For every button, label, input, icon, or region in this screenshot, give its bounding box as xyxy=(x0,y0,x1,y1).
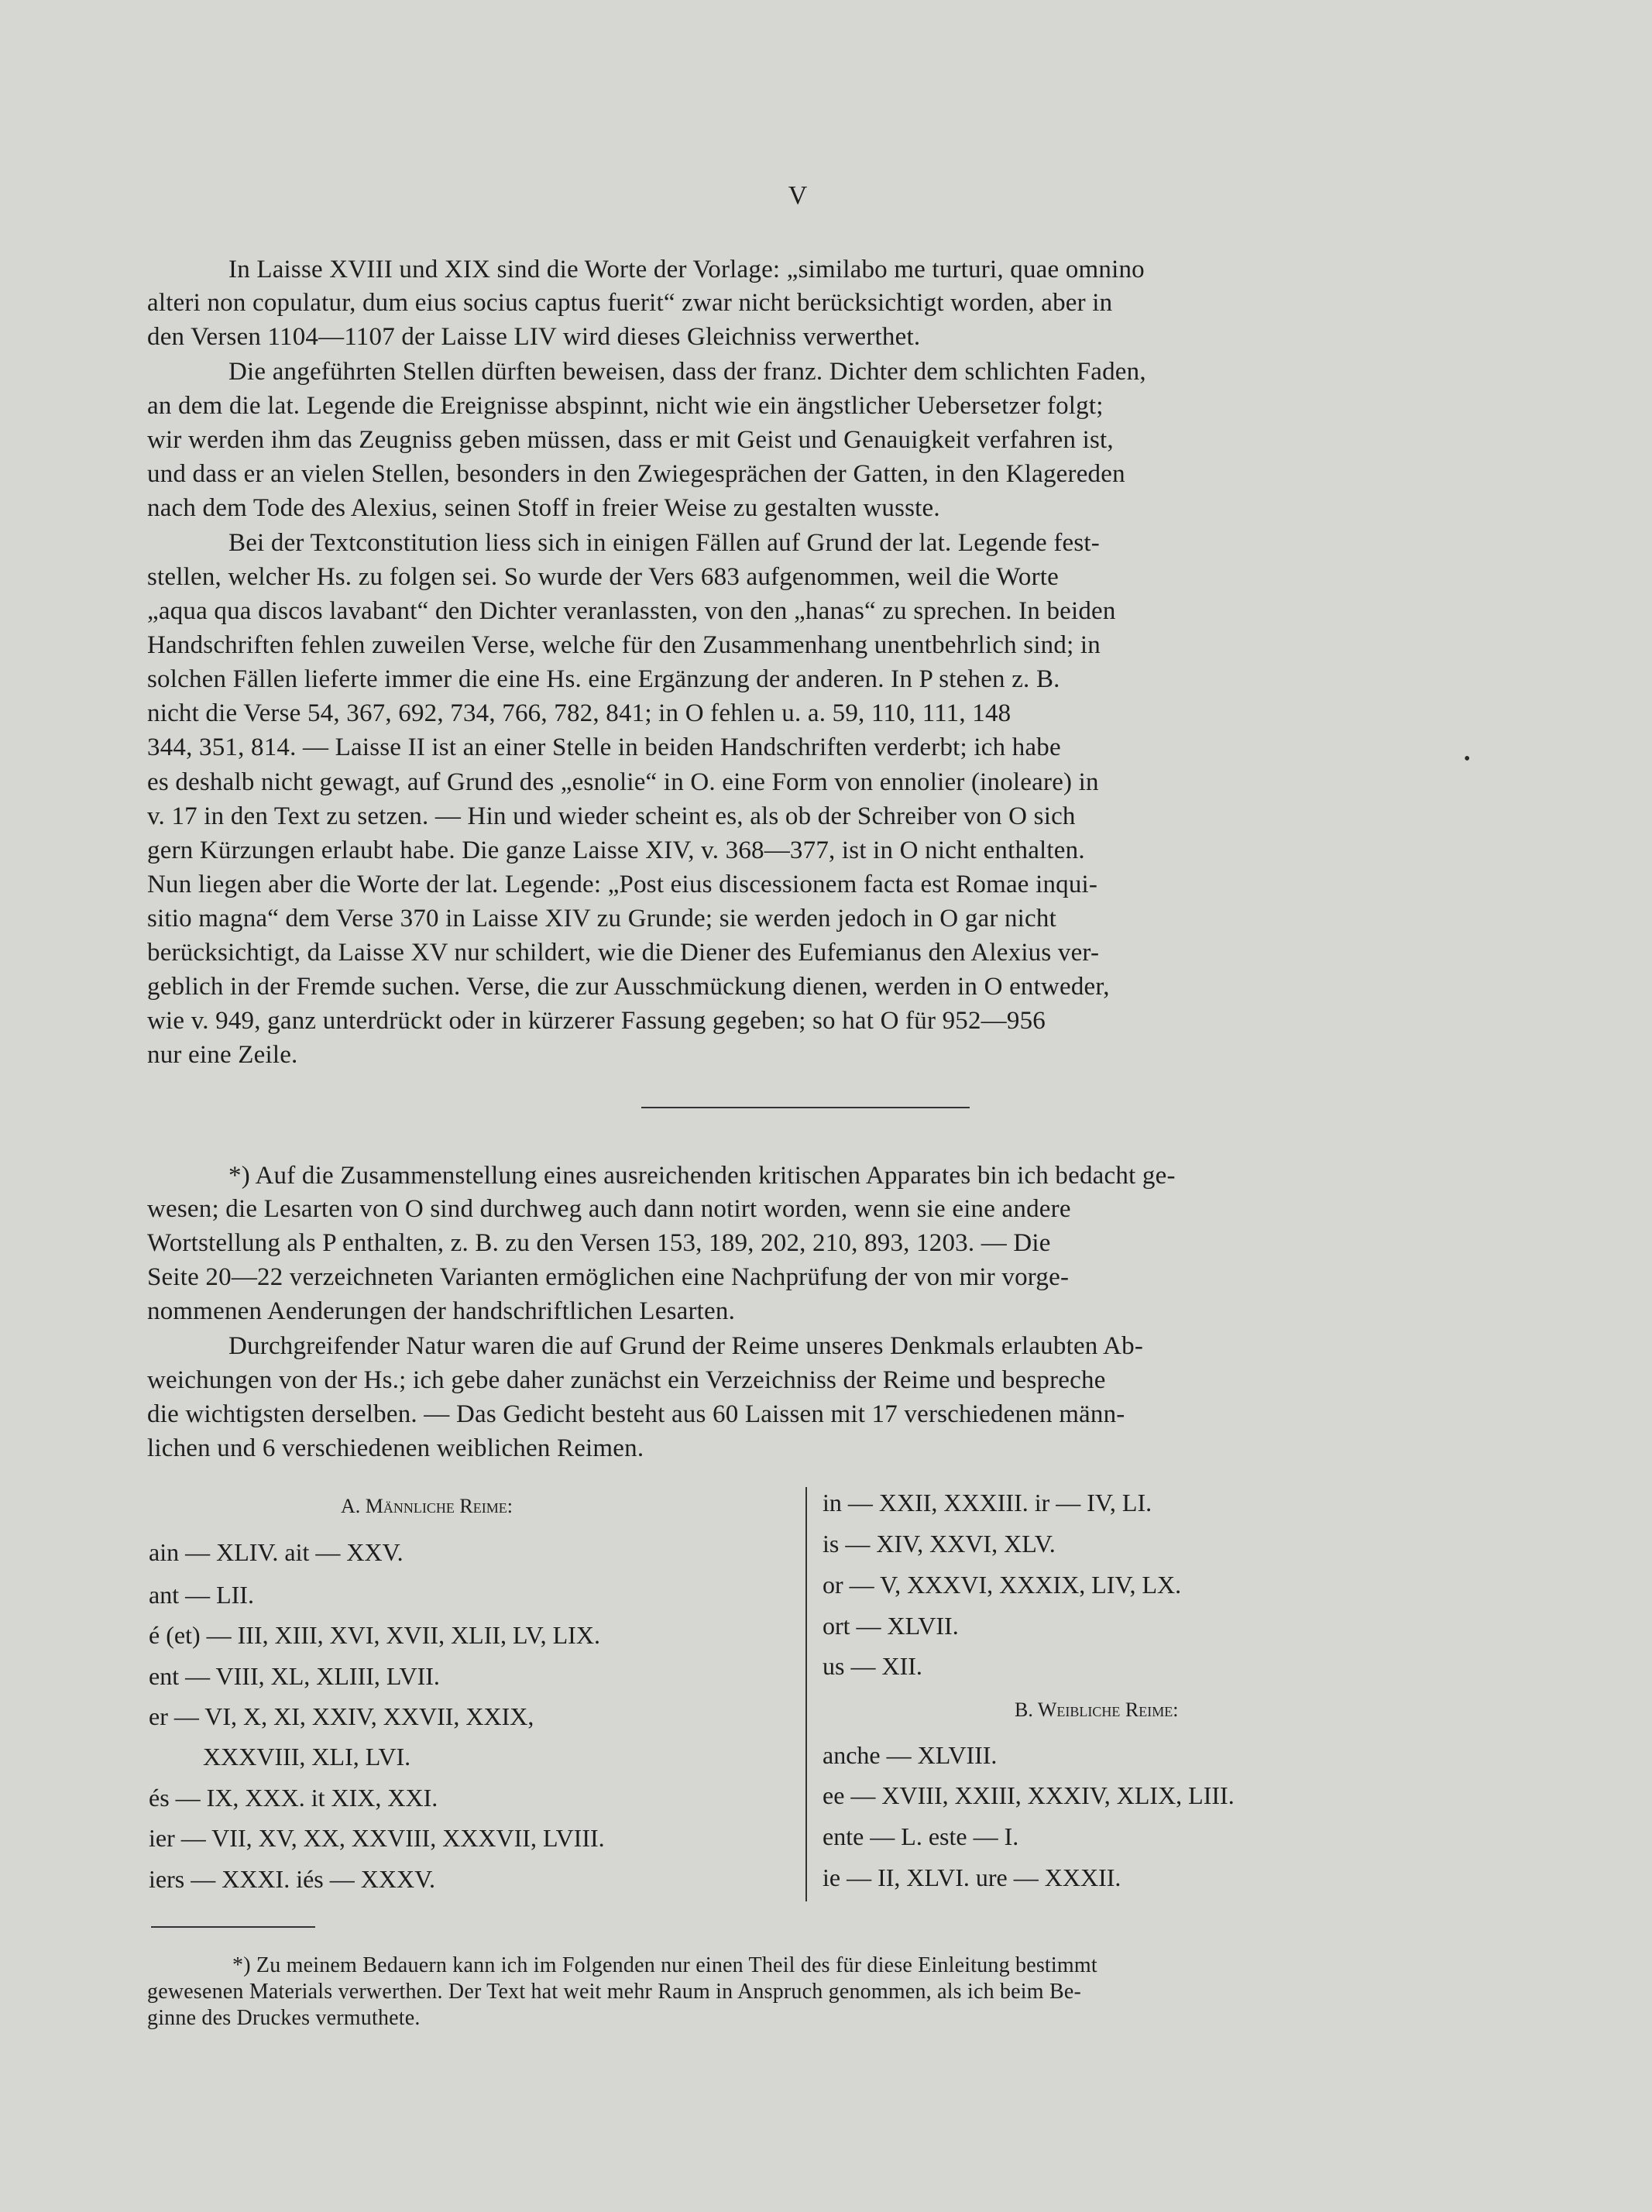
text-line: ginne des Druckes vermuthete. xyxy=(147,2006,421,2030)
text-line: es deshalb nicht gewagt, auf Grund des „esnolie“ in O. eine Form von ennolier (inoleare) in xyxy=(147,768,1099,796)
text-line: Wortstellung als P enthalten, z. B. zu den Versen 153, 189, 202, 210, 893, 1203. — Die xyxy=(147,1229,1051,1257)
rhyme-entry: ier — VII, XV, XX, XXVIII, XXXVII, LVIII. xyxy=(149,1824,605,1852)
text-line: alteri non copulatur, dum eius socius captus fuerit“ zwar nicht berücksichtigt worden, aber in xyxy=(147,289,1113,317)
rhyme-entry: anche — XLVIII. xyxy=(823,1741,998,1769)
text-line: „aqua qua discos lavabant“ den Dichter veranlassten, von den „hanas“ zu sprechen. In beiden xyxy=(147,597,1116,625)
rhyme-entry: XXXVIII, XLI, LVI. xyxy=(203,1743,411,1771)
text-line: gewesenen Materials verwerthen. Der Text hat weit mehr Raum in Anspruch genommen, als ich beim Be- xyxy=(147,1980,1081,2004)
rhyme-entry: or — V, XXXVI, XXXIX, LIV, LX. xyxy=(823,1571,1182,1599)
text-line: weichungen von der Hs.; ich gebe daher zunächst ein Verzeichniss der Reime und bespreche xyxy=(147,1366,1106,1394)
text-line: wesen; die Lesarten von O sind durchweg auch dann notirt worden, wenn sie eine andere xyxy=(147,1195,1071,1223)
text-line: an dem die lat. Legende die Ereignisse abspinnt, nicht wie ein ängstlicher Uebersetzer folgt; xyxy=(147,392,1104,420)
text-line: die wichtigsten derselben. — Das Gedicht besteht aus 60 Laissen mit 17 verschiedenen männ- xyxy=(147,1400,1125,1428)
rhyme-entry: us — XII. xyxy=(823,1652,922,1680)
rhyme-entry: ent — VIII, XL, XLIII, LVII. xyxy=(149,1662,440,1690)
text-line: v. 17 in den Text zu setzen. — Hin und wieder scheint es, als ob der Schreiber von O sich xyxy=(147,802,1076,830)
rhyme-entry: ort — XLVII. xyxy=(823,1612,959,1640)
text-line: nicht die Verse 54, 367, 692, 734, 766, 782, 841; in O fehlen u. a. 59, 110, 111, 148 xyxy=(147,699,1011,727)
text-line: wir werden ihm das Zeugniss geben müssen, dass er mit Geist und Genauigkeit verfahren ist, xyxy=(147,426,1114,454)
masculine-rhymes-heading: A. Männliche Reime: xyxy=(341,1495,513,1517)
text-line: nach dem Tode des Alexius, seinen Stoff in freier Weise zu gestalten wusste. xyxy=(147,494,940,522)
text-line: geblich in der Fremde suchen. Verse, die zur Ausschmückung dienen, werden in O entweder, xyxy=(147,973,1110,1001)
rhyme-entry: ie — II, XLVI. ure — XXXII. xyxy=(823,1863,1121,1891)
text-line: Handschriften fehlen zuweilen Verse, welche für den Zusammenhang unentbehrlich sind; in xyxy=(147,631,1101,659)
column-divider xyxy=(805,1487,807,1901)
text-line: Durchgreifender Natur waren die auf Grund der Reime unseres Denkmals erlaubten Ab- xyxy=(228,1332,1144,1360)
text-line: *) Auf die Zusammenstellung eines ausreichenden kritischen Apparates bin ich bedacht ge- xyxy=(228,1162,1176,1190)
rhyme-entry: in — XXII, XXXIII. ir — IV, LI. xyxy=(823,1489,1152,1516)
footnote-separator xyxy=(151,1926,315,1928)
text-line: Seite 20—22 verzeichneten Varianten ermöglichen eine Nachprüfung der von mir vorge- xyxy=(147,1263,1070,1291)
rhyme-entry: é (et) — III, XIII, XVI, XVII, XLII, LV, LIX. xyxy=(149,1621,600,1649)
text-line: lichen und 6 verschiedenen weiblichen Reimen. xyxy=(147,1434,644,1462)
feminine-rhymes-heading: B. Weibliche Reime: xyxy=(1015,1698,1179,1721)
rhyme-entry: ente — L. este — I. xyxy=(823,1822,1019,1850)
text-line: *) Zu meinem Bedauern kann ich im Folgenden nur einen Theil des für diese Einleitung bestimmt xyxy=(232,1953,1097,1977)
text-line: nommenen Aenderungen der handschriftlichen Lesarten. xyxy=(147,1297,736,1325)
section-separator xyxy=(641,1107,970,1108)
text-line: 344, 351, 814. — Laisse II ist an einer Stelle in beiden Handschriften verderbt; ich habe xyxy=(147,733,1061,761)
rhyme-entry: és — IX, XXX. it XIX, XXI. xyxy=(149,1784,438,1812)
text-line: Nun liegen aber die Worte der lat. Legende: „Post eius discessionem facta est Romae inqui- xyxy=(147,871,1098,898)
text-line: In Laisse XVIII und XIX sind die Worte der Vorlage: „similabo me turturi, quae omnino xyxy=(228,256,1145,283)
rhyme-entry: iers — XXXI. iés — XXXV. xyxy=(149,1865,436,1893)
text-line: Bei der Textconstitution liess sich in einigen Fällen auf Grund der lat. Legende fest- xyxy=(228,529,1100,557)
text-line: wie v. 949, ganz unterdrückt oder in kürzerer Fassung gegeben; so hat O für 952—956 xyxy=(147,1007,1046,1035)
text-line: und dass er an vielen Stellen, besonders in den Zwiegesprächen der Gatten, in den Klagereden xyxy=(147,460,1125,488)
text-line: berücksichtigt, da Laisse XV nur schildert, wie die Diener des Eufemianus den Alexius ver- xyxy=(147,939,1100,967)
text-line: den Versen 1104—1107 der Laisse LIV wird dieses Gleichniss verwerthet. xyxy=(147,323,921,351)
rhyme-entry: ee — XVIII, XXIII, XXXIV, XLIX, LIII. xyxy=(823,1781,1235,1809)
text-line: solchen Fällen lieferte immer die eine Hs. eine Ergänzung der anderen. In P stehen z. B. xyxy=(147,665,1060,693)
text-line: gern Kürzungen erlaubt habe. Die ganze Laisse XIV, v. 368—377, ist in O nicht enthalten. xyxy=(147,836,1085,864)
text-line: Die angeführten Stellen dürften beweisen, dass der franz. Dichter dem schlichten Faden, xyxy=(228,358,1146,386)
rhyme-entry: ant — LII. xyxy=(149,1581,254,1609)
text-line: stellen, welcher Hs. zu folgen sei. So wurde der Vers 683 aufgenommen, weil die Worte xyxy=(147,563,1059,591)
margin-dot-mark: • xyxy=(1464,749,1471,769)
rhyme-entry: er — VI, X, XI, XXIV, XXVII, XXIX, xyxy=(149,1702,534,1730)
text-line: sitio magna“ dem Verse 370 in Laisse XIV zu Grunde; sie werden jedoch in O gar nicht xyxy=(147,905,1056,933)
text-line: nur eine Zeile. xyxy=(147,1041,298,1069)
rhyme-entry: is — XIV, XXVI, XLV. xyxy=(823,1530,1056,1558)
page-number: V xyxy=(788,181,808,210)
rhyme-entry: ain — XLIV. ait — XXV. xyxy=(149,1538,404,1566)
